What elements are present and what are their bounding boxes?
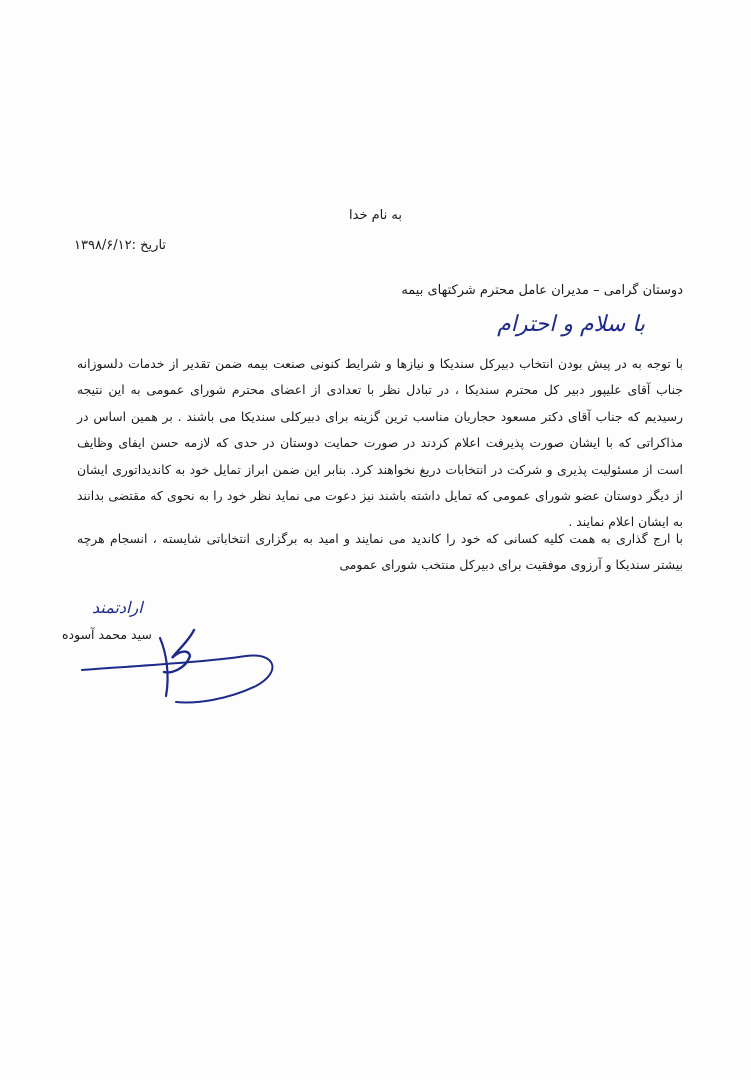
body-paragraph-2: با ارج گذاری به همت کلیه کسانی که خود را کاندید می نمایند و امید به برگزاری انتخاباتی شایسته ، انسجام هرچه بیشتر سندیکا و آرزوی موفقیت برای دبیرکل منتخب شورای عمومی bbox=[77, 531, 683, 573]
letter-date: تاریخ :۱۳۹۸/۶/۱۲ bbox=[74, 238, 167, 253]
handwritten-closing: ارادتمند bbox=[92, 598, 143, 617]
body-paragraph-1: با توجه به در پیش بودن انتخاب دبیرکل سندیکا و نیازها و شرایط کنونی صنعت بیمه ضمن تقدیر از خدمات دلسوزانه جناب آقای علیپور دبیر کل محترم سندیکا ، در تبادل نظر با تعدادی از اعضای محترم شورای عمومی به این نتیجه رسیدیم که جناب آقای دکتر مسعود حجاریان مناسب ترین گزینه برای دبیرکلی سندیکا می باشند . بر همین اساس در مذاکراتی که با ایشان صورت پذیرفت اعلام کردند در صورت حمایت دوستان در حدی که لازمه حسن ایفای وظایف است از مسئولیت پذیری و شرکت در انتخابات دریغ نخواهند کرد. بنابر این ضمن ابراز تمایل خود به کاندیداتوری ایشان از دیگر دوستان عضو شورای عمومی که تمایل داشته باشند نیز دعوت می نماید نظر خود را به نحوی که مقتضی بدانند به ایشان اعلام نمایند . bbox=[77, 356, 683, 530]
handwritten-salutation: با سلام و احترام bbox=[497, 312, 645, 337]
addressee-line: دوستان گرامی – مدیران عامل محترم شرکتهای بیمه bbox=[401, 283, 683, 298]
signer-name: سید محمد آسوده bbox=[62, 627, 152, 642]
bismillah-heading: به نام خدا bbox=[349, 208, 402, 223]
